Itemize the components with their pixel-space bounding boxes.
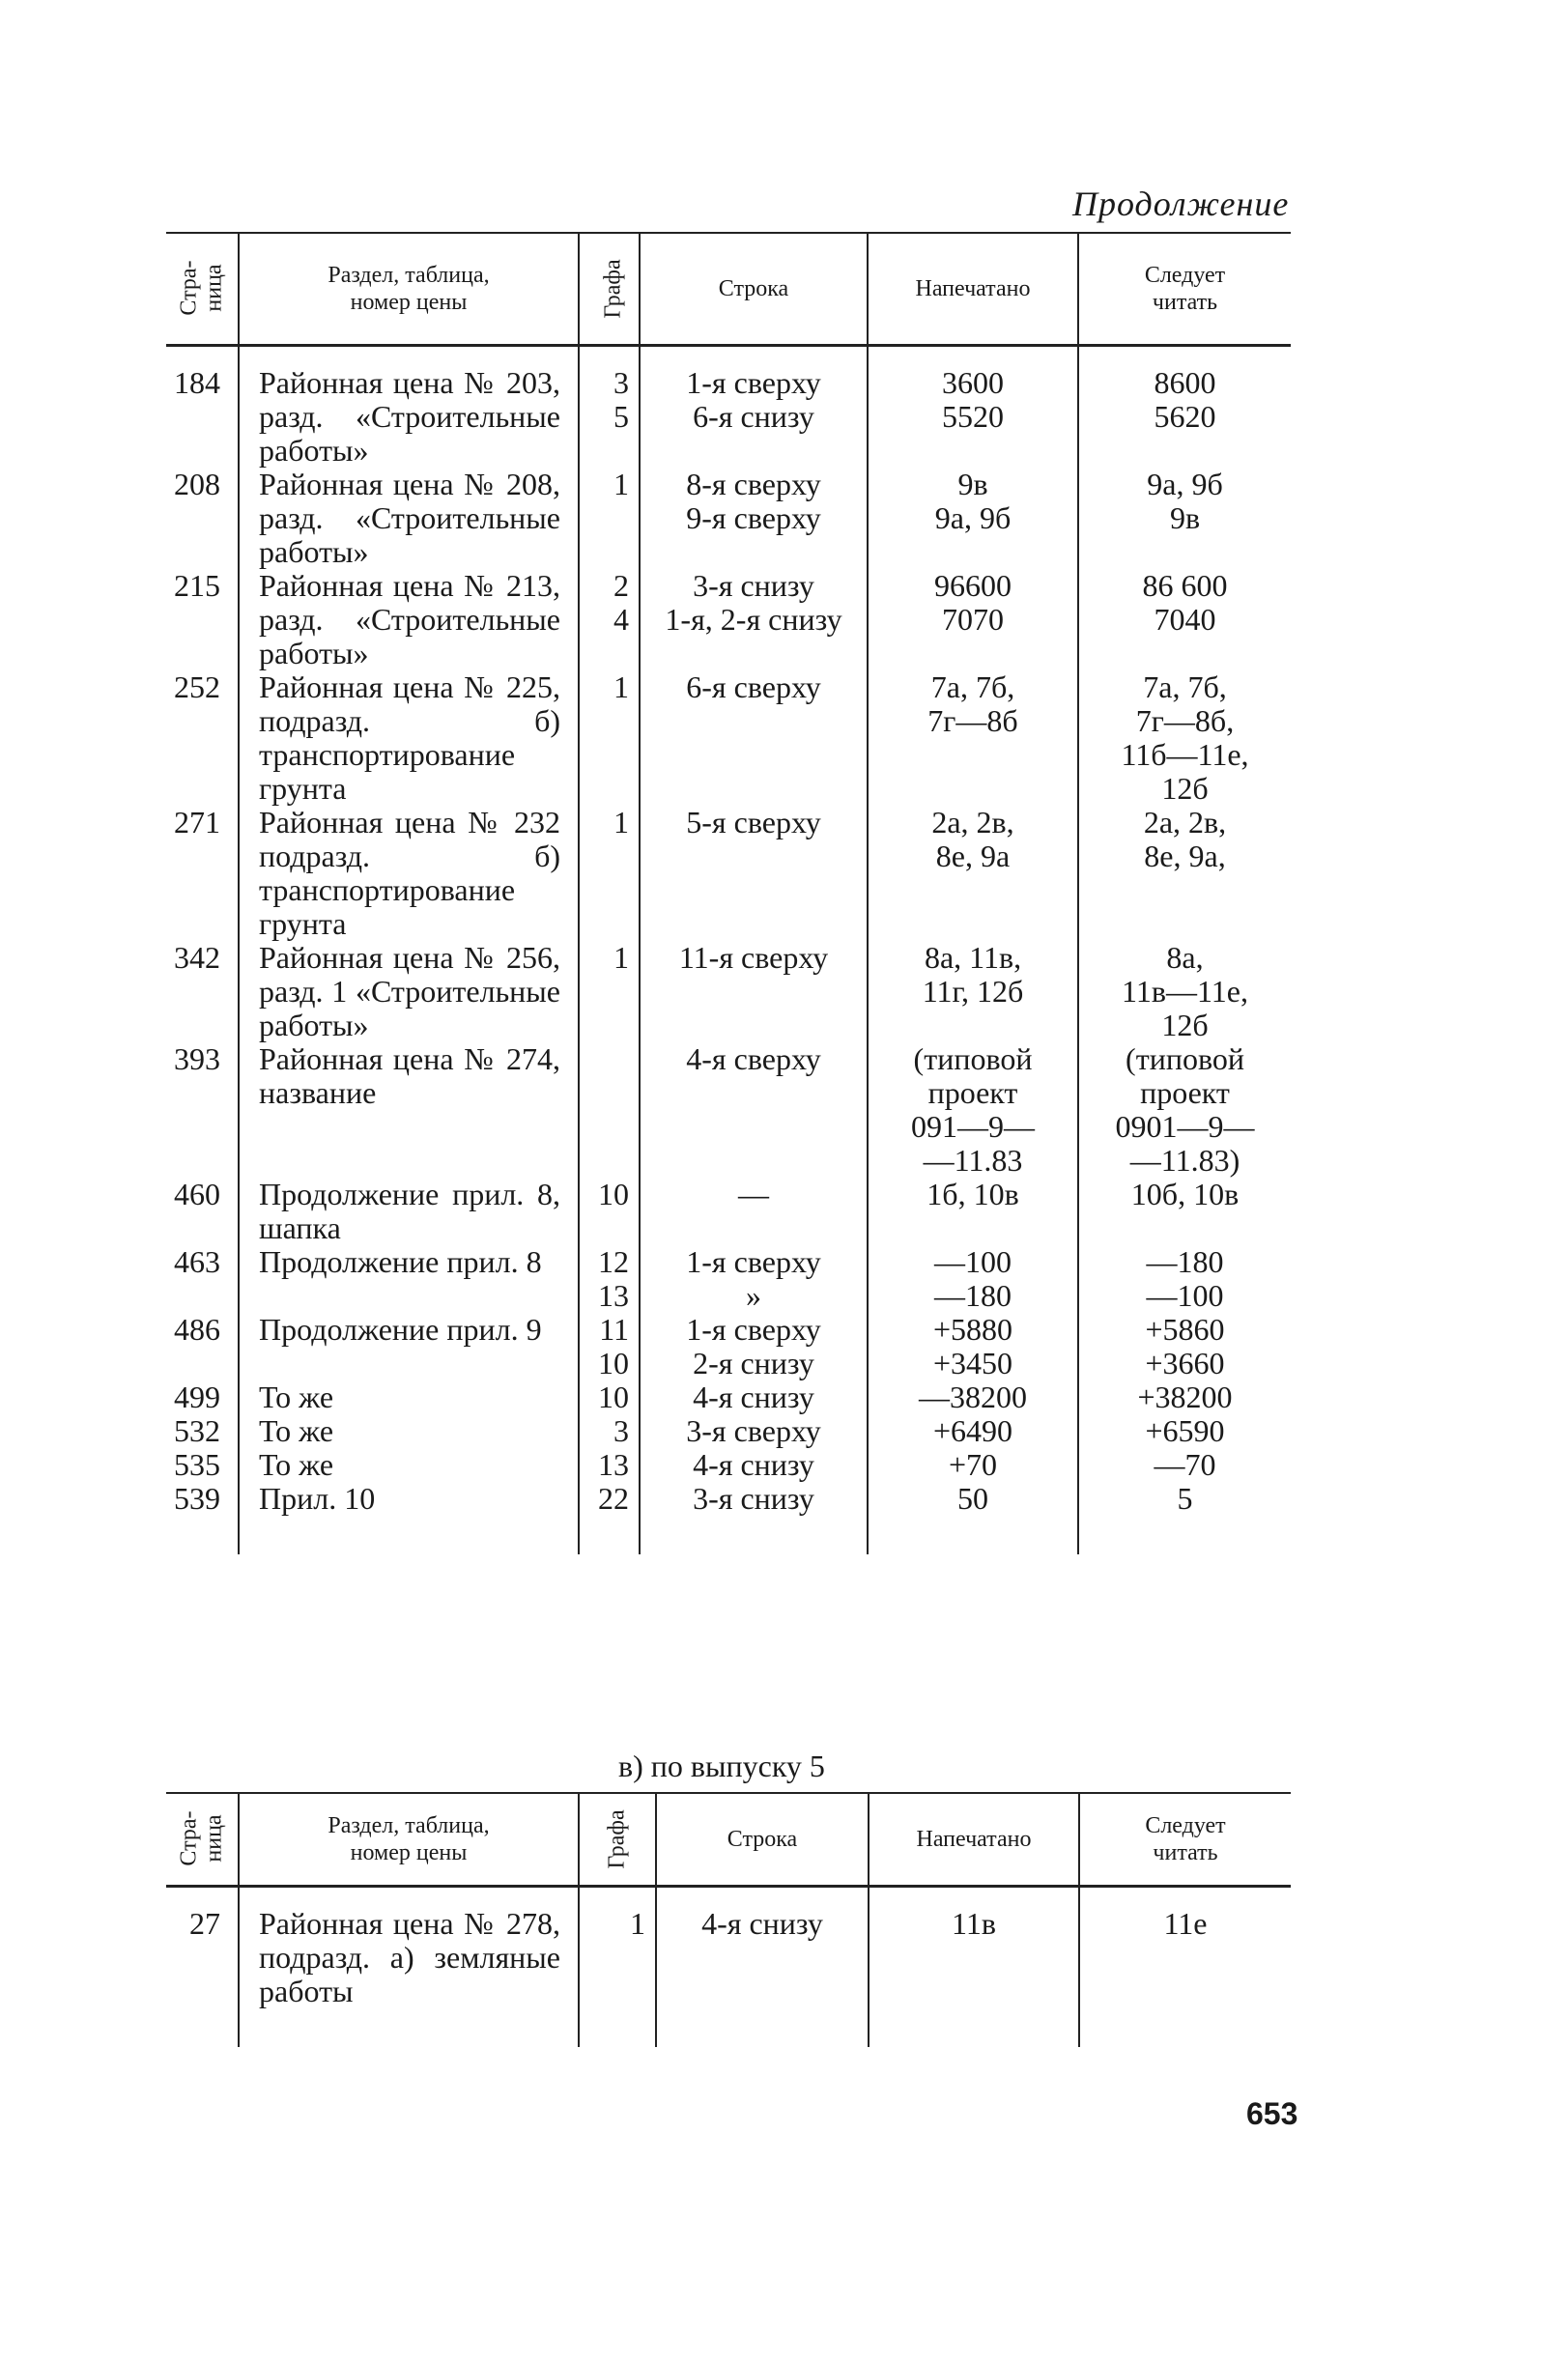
section-cell: Продолжение прил. 9 bbox=[239, 1313, 579, 1380]
section-cell: Районная цена № 213, разд. «Строительные работы» bbox=[239, 569, 579, 670]
column-cell: 1 bbox=[579, 941, 640, 1042]
table-row bbox=[166, 1448, 1291, 1482]
table-row bbox=[166, 468, 1291, 569]
column-cell: 3 bbox=[579, 1414, 640, 1448]
page-cell: 539 bbox=[174, 1480, 220, 1516]
line-cell: 1-я сверху » bbox=[640, 1245, 868, 1313]
printed-cell: —100 —180 bbox=[868, 1245, 1078, 1313]
page-cell: 342 bbox=[174, 939, 220, 975]
header-printed: Напечатано bbox=[869, 1793, 1079, 1886]
should-read-cell: 8а, 11в—11е, 12б bbox=[1078, 941, 1291, 1042]
page-cell: 463 bbox=[174, 1243, 220, 1279]
header-should-read: Следует читать bbox=[1078, 233, 1291, 345]
section-cell: То же bbox=[239, 1380, 579, 1414]
should-read-cell: 11е bbox=[1079, 1907, 1291, 2008]
section-cell: Районная цена № 225, подразд. б) транспортирование грунта bbox=[239, 670, 579, 806]
section-cell: Районная цена № 256, разд. 1 «Строительные работы» bbox=[239, 941, 579, 1042]
table-row bbox=[166, 569, 1291, 670]
table-row bbox=[166, 1907, 1291, 2008]
table-1-header bbox=[166, 233, 1291, 345]
printed-cell: 9в 9а, 9б bbox=[868, 468, 1078, 569]
page-cell: 486 bbox=[174, 1311, 220, 1347]
header-should-read: Следует читать bbox=[1079, 1793, 1291, 1886]
table-row bbox=[166, 1042, 1291, 1178]
printed-cell: +6490 bbox=[868, 1414, 1078, 1448]
printed-cell: —38200 bbox=[868, 1380, 1078, 1414]
table-1-body bbox=[166, 345, 1291, 1554]
section-cell: Продолжение прил. 8 bbox=[239, 1245, 579, 1313]
should-read-cell: 86 600 7040 bbox=[1078, 569, 1291, 670]
page-cell: 532 bbox=[174, 1412, 220, 1448]
header-page: Стра- ница bbox=[177, 1810, 227, 1866]
printed-cell: 3600 5520 bbox=[868, 366, 1078, 468]
line-cell: 5-я сверху bbox=[640, 806, 868, 941]
line-cell: 8-я сверху 9-я сверху bbox=[640, 468, 868, 569]
page-cell: 252 bbox=[174, 668, 220, 704]
printed-cell: 11в bbox=[869, 1907, 1079, 2008]
should-read-cell: (типовой проект 0901—9— —11.83) bbox=[1078, 1042, 1291, 1178]
should-read-cell: +6590 bbox=[1078, 1414, 1291, 1448]
should-read-cell: 10б, 10в bbox=[1078, 1178, 1291, 1245]
column-cell: 10 bbox=[579, 1380, 640, 1414]
should-read-cell: 2а, 2в, 8е, 9а, bbox=[1078, 806, 1291, 941]
printed-cell: 96600 7070 bbox=[868, 569, 1078, 670]
line-cell: 4-я снизу bbox=[656, 1907, 869, 2008]
should-read-cell: +38200 bbox=[1078, 1380, 1291, 1414]
page-cell: 460 bbox=[174, 1176, 220, 1211]
printed-cell: 1б, 10в bbox=[868, 1178, 1078, 1245]
header-printed: Напечатано bbox=[868, 233, 1078, 345]
should-read-cell: —180 —100 bbox=[1078, 1245, 1291, 1313]
column-cell: 11 10 bbox=[579, 1313, 640, 1380]
page-cell: 27 bbox=[189, 1905, 220, 1941]
line-cell: 4-я снизу bbox=[640, 1448, 868, 1482]
continuation-label: Продолжение bbox=[1072, 185, 1290, 223]
should-read-cell: 8600 5620 bbox=[1078, 366, 1291, 468]
table-row bbox=[166, 366, 1291, 468]
page-cell: 499 bbox=[174, 1379, 220, 1414]
table-row bbox=[166, 1178, 1291, 1245]
page-cell: 215 bbox=[174, 567, 220, 603]
table-2-caption: в) по выпуску 5 bbox=[618, 1749, 825, 1783]
should-read-cell: 9а, 9б 9в bbox=[1078, 468, 1291, 569]
printed-cell: +70 bbox=[868, 1448, 1078, 1482]
printed-cell: 2а, 2в, 8е, 9а bbox=[868, 806, 1078, 941]
column-cell: 2 4 bbox=[579, 569, 640, 670]
should-read-cell: 5 bbox=[1078, 1482, 1291, 1516]
should-read-cell: —70 bbox=[1078, 1448, 1291, 1482]
section-cell: Продолжение прил. 8, шапка bbox=[239, 1178, 579, 1245]
table-row bbox=[166, 1414, 1291, 1448]
page-cell: 184 bbox=[174, 364, 220, 400]
line-cell: 3-я сверху bbox=[640, 1414, 868, 1448]
column-cell: 1 bbox=[579, 806, 640, 941]
line-cell: — bbox=[640, 1178, 868, 1245]
section-cell: То же bbox=[239, 1414, 579, 1448]
line-cell: 6-я сверху bbox=[640, 670, 868, 806]
table-row bbox=[166, 1482, 1291, 1516]
printed-cell: 7а, 7б, 7г—8б bbox=[868, 670, 1078, 806]
column-cell bbox=[579, 1042, 640, 1178]
table-row bbox=[166, 1380, 1291, 1414]
header-line: Строка bbox=[640, 233, 868, 345]
page-cell: 208 bbox=[174, 466, 220, 501]
header-section: Раздел, таблица, номер цены bbox=[239, 1793, 579, 1886]
printed-cell: 8а, 11в, 11г, 12б bbox=[868, 941, 1078, 1042]
header-column: Графа bbox=[579, 233, 640, 345]
page-cell: 535 bbox=[174, 1446, 220, 1482]
section-cell: Районная цена № 232 подразд. б) транспортирование грунта bbox=[239, 806, 579, 941]
column-cell: 1 bbox=[579, 670, 640, 806]
header-line: Строка bbox=[656, 1793, 869, 1886]
header-page: Стра- ница bbox=[177, 260, 227, 316]
line-cell: 4-я снизу bbox=[640, 1380, 868, 1414]
should-read-cell: +5860 +3660 bbox=[1078, 1313, 1291, 1380]
line-cell: 3-я снизу bbox=[640, 1482, 868, 1516]
printed-cell: (типовой проект 091—9— —11.83 bbox=[868, 1042, 1078, 1178]
column-cell: 22 bbox=[579, 1482, 640, 1516]
column-cell: 12 13 bbox=[579, 1245, 640, 1313]
table-2-body bbox=[166, 1886, 1291, 2047]
section-cell: Районная цена № 203, разд. «Строительные работы» bbox=[239, 366, 579, 468]
line-cell: 3-я снизу 1-я, 2-я снизу bbox=[640, 569, 868, 670]
section-cell: Районная цена № 278, подразд. а) земляные работы bbox=[239, 1907, 579, 2008]
header-section: Раздел, таблица, номер цены bbox=[239, 233, 579, 345]
line-cell: 1-я сверху 6-я снизу bbox=[640, 366, 868, 468]
header-column: Графа bbox=[579, 1793, 656, 1886]
line-cell: 4-я сверху bbox=[640, 1042, 868, 1178]
section-cell: Районная цена № 208, разд. «Строительные работы» bbox=[239, 468, 579, 569]
page-cell: 393 bbox=[174, 1040, 220, 1076]
section-cell: То же bbox=[239, 1448, 579, 1482]
column-cell: 1 bbox=[579, 1907, 656, 2008]
table-row bbox=[166, 1313, 1291, 1380]
table-row bbox=[166, 806, 1291, 941]
column-cell: 1 bbox=[579, 468, 640, 569]
errata-table-1 bbox=[166, 232, 1291, 1554]
section-cell: Районная цена № 274, название bbox=[239, 1042, 579, 1178]
column-cell: 3 5 bbox=[579, 366, 640, 468]
table-row bbox=[166, 670, 1291, 806]
table-2-header bbox=[166, 1793, 1291, 1886]
errata-table-2 bbox=[166, 1792, 1291, 2047]
column-cell: 13 bbox=[579, 1448, 640, 1482]
page-number: 653 bbox=[1246, 2096, 1298, 2131]
column-cell: 10 bbox=[579, 1178, 640, 1245]
page-cell: 271 bbox=[174, 804, 220, 839]
section-cell: Прил. 10 bbox=[239, 1482, 579, 1516]
line-cell: 11-я сверху bbox=[640, 941, 868, 1042]
should-read-cell: 7а, 7б, 7г—8б, 11б—11е, 12б bbox=[1078, 670, 1291, 806]
table-row bbox=[166, 1245, 1291, 1313]
printed-cell: +5880 +3450 bbox=[868, 1313, 1078, 1380]
line-cell: 1-я сверху 2-я снизу bbox=[640, 1313, 868, 1380]
printed-cell: 50 bbox=[868, 1482, 1078, 1516]
table-row bbox=[166, 941, 1291, 1042]
